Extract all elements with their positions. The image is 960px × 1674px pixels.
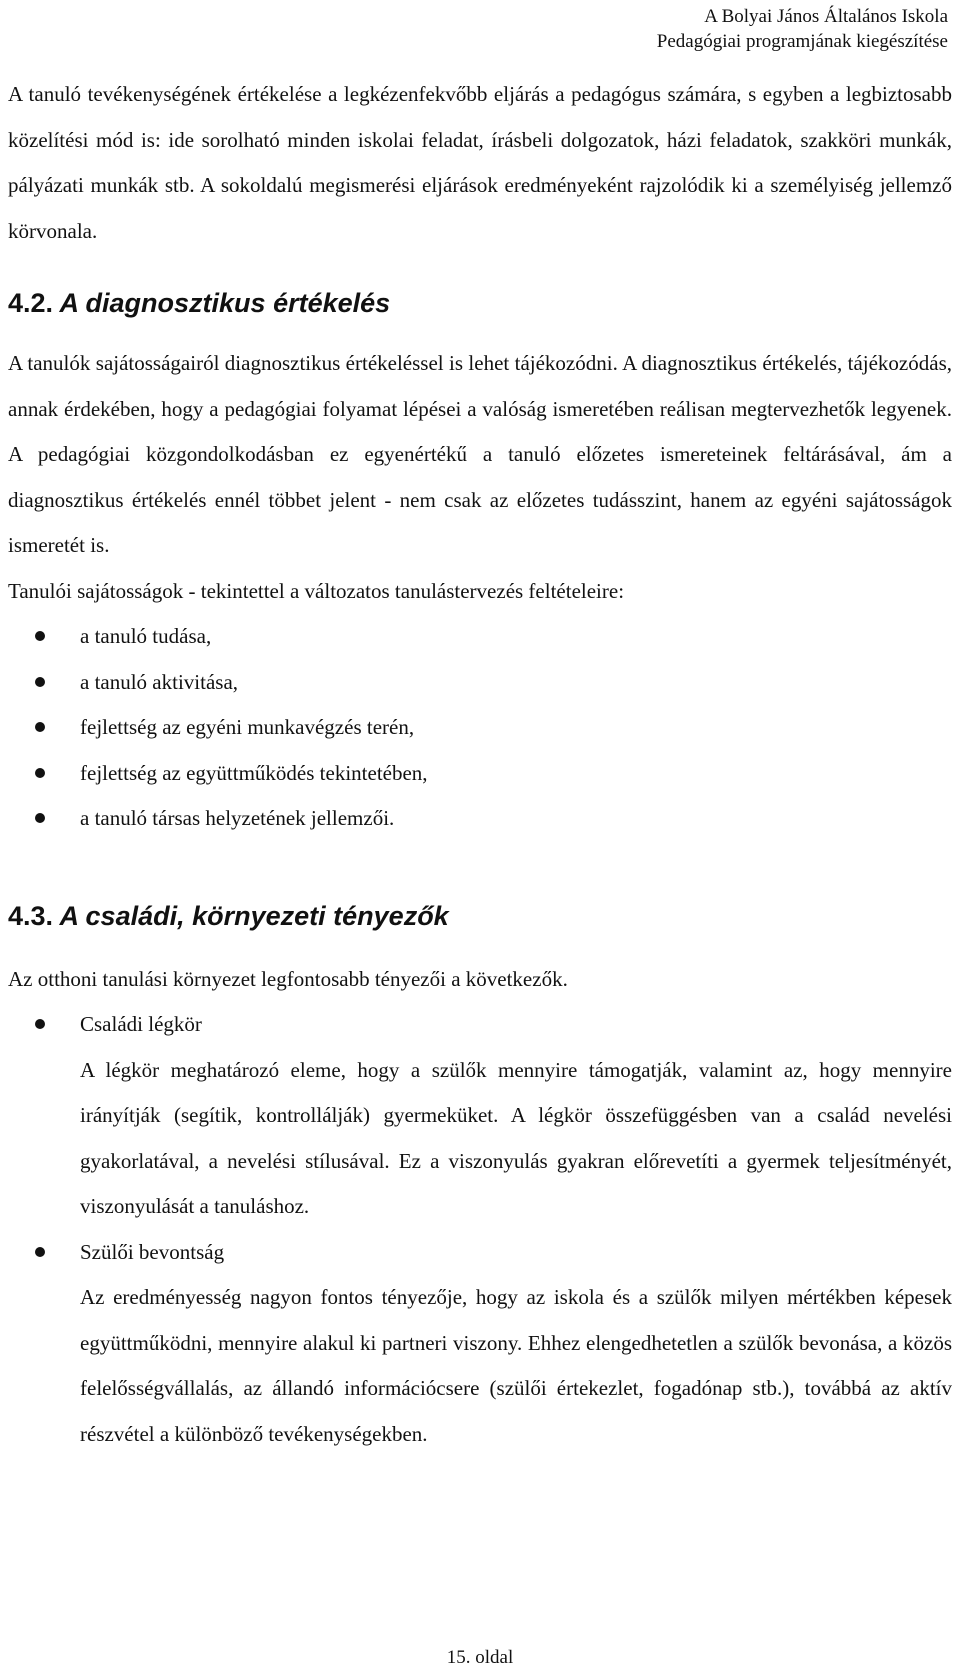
- factor-text: A légkör meghatározó eleme, hogy a szülők mennyire támogatják, valamint az, hogy mennyire irányítják (segítik, kontrollálják) gyermeküket. A légkör összefüggésben van a család nevelési gyakorlatával, a nevelési stílusával. Ez a viszonyulás gyakran előrevetíti a gyermek teljesítményét, viszonyulását a tanuláshoz.: [80, 1057, 952, 1218]
- page-header: [657, 4, 948, 54]
- header-school-name: A Bolyai János Általános Iskola: [704, 6, 948, 27]
- bullet-icon: [35, 813, 45, 823]
- list-item: a tanuló társas helyzetének jellemzői.: [8, 796, 952, 842]
- section-heading-4-3: [8, 898, 952, 934]
- list-item: a tanuló aktivitása,: [8, 660, 952, 706]
- factor-title: Családi légkör: [80, 1012, 202, 1036]
- page-number: 15. oldal: [446, 1647, 514, 1668]
- bullet-icon: [35, 722, 45, 732]
- section-number: 4.3.: [8, 900, 54, 931]
- section-heading-4-2: [8, 286, 952, 320]
- section-title: A diagnosztikus értékelés: [59, 288, 391, 318]
- page-content: [8, 72, 952, 1457]
- factor-text: Az eredményesség nagyon fontos tényezője, hogy az iskola és a szülők milyen mértékben képesek együttműködni, mennyire alakul ki partneri viszony. Ehhez elengedhetetlen a szülők bevonása, a közös felelősségvállalás, az állandó információcsere (szülői értekezlet, fogadónap stb.), továbbá az aktív részvétel a különböző tevékenységekben.: [80, 1285, 952, 1446]
- environment-intro: Az otthoni tanulási környezet legfontosabb tényezői a következők.: [8, 966, 568, 991]
- intro-paragraph: A tanuló tevékenységének értékelése a legkézenfekvőbb eljárás a pedagógus számára, s egyben a legbiztosabb közelítési mód is: ide sorolható minden iskolai feladat, írásbeli dolgozatok, házi feladatok, szakköri munkák, pályázati munkák stb. A sokoldalú megismerési eljárások eredményeként rajzolódik ki a személyiség jellemző körvonala.: [8, 82, 952, 243]
- list-item: fejlettség az egyéni munkavégzés terén,: [8, 705, 952, 751]
- student-traits-list: [8, 614, 952, 842]
- list-item: fejlettség az együttműködés tekintetében,: [8, 751, 952, 797]
- bullet-icon: [35, 768, 45, 778]
- bullet-icon: [35, 677, 45, 687]
- list-item: a tanuló tudása,: [8, 614, 952, 660]
- list-item: [8, 1002, 952, 1230]
- section-number: 4.2.: [8, 288, 54, 318]
- header-document-title: Pedagógiai programjának kiegészítése: [656, 31, 948, 52]
- bullet-icon: [35, 1019, 45, 1029]
- bullet-icon: [35, 1247, 45, 1257]
- list-item: [8, 1230, 952, 1458]
- diagnostic-paragraph: A tanulók sajátosságairól diagnosztikus értékeléssel is lehet tájékozódni. A diagnosztikus értékelés, tájékozódás, annak érdekében, hogy a pedagógiai folyamat lépései a valóság ismeretében reálisan megtervezhetők legyenek. A pedagógiai közgondolkodásban ez egyenértékű a tanuló előzetes ismereteinek feltárásával, ám a diagnosztikus értékelés ennél többet jelent - nem csak az előzetes tudásszint, hanem az egyéni sajátosságok ismeretét is.: [8, 351, 952, 557]
- bullet-icon: [35, 631, 45, 641]
- factor-title: Szülői bevontság: [80, 1239, 225, 1264]
- section-title: A családi, környezeti tényezők: [59, 900, 449, 931]
- environment-factors-list: [8, 1002, 952, 1457]
- list-intro: Tanulói sajátosságok - tekintettel a változatos tanulástervezés feltételeire:: [8, 578, 625, 603]
